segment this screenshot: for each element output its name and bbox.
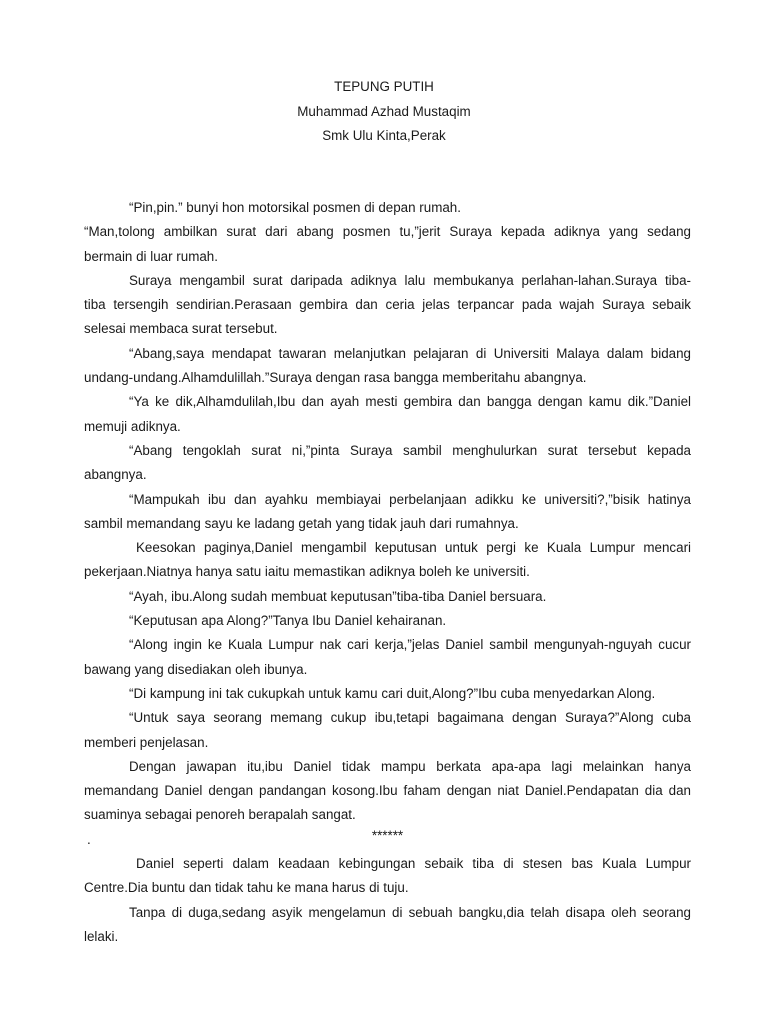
paragraph [84,682,691,706]
text-line: undang-undang.Alhamdulillah.”Suraya dengan rasa bangga memberitahu abangnya. [84,370,587,386]
text-line: Dengan jawapan itu,ibu Daniel tidak mampu berkata apa-apa lagi melainkan hanya [129,758,691,774]
text-line: “Man,tolong ambilkan surat dari abang posmen tu,”jerit Suraya kepada adiknya yang sedang [84,224,691,240]
separator-stars: ****** [371,827,404,843]
text-line: Keesokan paginya,Daniel mengambil keputusan untuk pergi ke Kuala Lumpur mencari [136,540,691,556]
text-line: “Abang,saya mendapat tawaran melanjutkan pelajaran di Universiti Malaya dalam bidang [129,345,691,361]
text-line: Suraya mengambil surat daripada adiknya lalu membukanya perlahan-lahan.Suraya tiba- [129,272,691,288]
paragraph [84,196,691,220]
paragraph [84,852,691,901]
text-line: “Abang tengoklah surat ni,”pinta Suraya sambil menghulurkan surat tersebut kepada [129,442,691,458]
text-line: sambil memandang sayu ke ladang getah yang tidak jauh dari rumahnya. [84,515,519,531]
paragraph [84,755,691,828]
text-line: Daniel seperti dalam keadaan kebingungan sebaik tiba di stesen bas Kuala Lumpur [136,856,691,872]
text-line: bermain di luar rumah. [84,248,218,264]
paragraph [84,585,691,609]
paragraph [84,342,691,391]
school-name: Smk Ulu Kinta,Perak [322,128,446,143]
paragraph [84,220,691,269]
text-line: “Mampukah ibu dan ayahku membiayai perbelanjaan adikku ke universiti?,”bisik hatinya [129,491,691,507]
paragraph [84,633,691,682]
paragraph [84,390,691,439]
text-line: lelaki. [84,928,119,944]
text-line: “Ya ke dik,Alhamdulilah,Ibu dan ayah mesti gembira dan bangga dengan kamu dik.”Daniel [129,394,691,410]
text-line: bawang yang disediakan oleh ibunya. [84,661,308,677]
text-line: memberi penjelasan. [84,734,209,750]
paragraph [84,609,691,633]
separator-dot: . [87,831,91,847]
text-line: selesai membaca surat tersebut. [84,321,278,337]
story-title: TEPUNG PUTIH [334,79,434,94]
text-line: “Pin,pin.” bunyi hon motorsikal posmen di depan rumah. [129,200,461,215]
text-line: “Keputusan apa Along?”Tanya Ibu Daniel kehairanan. [129,613,447,629]
text-line: “Untuk saya seorang memang cukup ibu,tetapi bagaimana dengan Suraya?”Along cuba [129,710,691,726]
text-line: memandang Daniel dengan pandangan kosong.Ibu faham dengan niat Daniel.Pendapatan dia dan [84,783,691,799]
paragraph [84,269,691,342]
text-line: abangnya. [84,467,147,483]
text-line: Centre.Dia buntu dan tidak tahu ke mana harus di tuju. [84,880,409,896]
text-line: “Ayah, ibu.Along sudah membuat keputusan”tiba-tiba Daniel bersuara. [129,588,547,604]
story-body [84,196,691,949]
text-line: “Di kampung ini tak cukupkah untuk kamu cari duit,Along?”Ibu cuba menyedarkan Along. [129,685,656,701]
text-line: pekerjaan.Niatnya hanya satu iaitu memastikan adiknya boleh ke universiti. [84,564,530,580]
author-name: Muhammad Azhad Mustaqim [297,103,471,119]
paragraph [84,439,691,488]
section-separator [84,828,691,852]
document-header [0,75,768,149]
paragraph [84,706,691,755]
text-line: memuji adiknya. [84,418,181,434]
paragraph [84,901,691,950]
text-line: “Along ingin ke Kuala Lumpur nak cari kerja,”jelas Daniel sambil mengunyah-nguyah cucur [129,637,691,653]
text-line: suaminya sebagai penoreh berapalah sangat. [84,807,356,823]
paragraph [84,536,691,585]
text-line: tiba tersengih sendirian.Perasaan gembira dan ceria jelas terpancar pada wajah Suraya sebaik [84,297,691,313]
text-line: Tanpa di duga,sedang asyik mengelamun di sebuah bangku,dia telah disapa oleh seorang [129,904,691,920]
paragraph [84,488,691,537]
